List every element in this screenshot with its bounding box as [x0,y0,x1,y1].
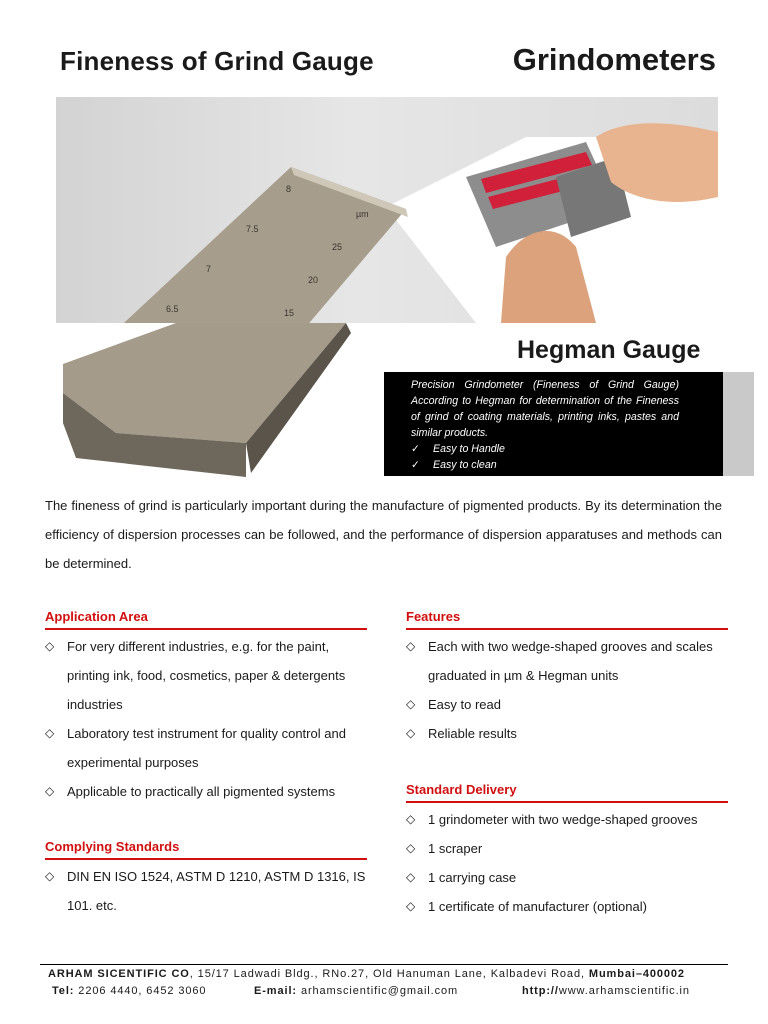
section-title: Standard Delivery [406,782,517,797]
diamond-bullet-icon: ◇ [45,639,55,653]
gauge-scale-label: 7 [206,264,212,274]
check-item: ✓ Easy to Handle [411,443,505,455]
gauge-scale-label: 15 [284,308,295,318]
footer-address: ARHAM SICENTIFIC CO, 15/17 Ladwadi Bldg., RNo.27, Old Hanuman Lane, Kalbadevi Road, Mumbai–400002 [48,968,685,980]
section-title: Application Area [45,609,148,624]
list-item: ◇ Applicable to practically all pigmented systems [45,777,367,806]
gauge-scale-label: 25 [332,242,343,252]
gauge-scale-label: 7.5 [246,224,259,234]
diamond-bullet-icon: ◇ [406,899,416,913]
diamond-bullet-icon: ◇ [406,870,416,884]
document-title: Fineness of Grind Gauge [60,46,374,76]
diamond-bullet-icon: ◇ [45,726,55,740]
gauge-scale-label: 6.5 [166,304,179,314]
checkmark-icon: ✓ [411,443,420,455]
company-name: ARHAM SICENTIFIC CO [48,968,190,980]
diamond-bullet-icon: ◇ [406,639,416,653]
list-item: ◇ Laboratory test instrument for quality control and experimental purposes [45,719,367,777]
document-category: Grindometers [512,42,716,77]
diamond-bullet-icon: ◇ [45,869,55,883]
footer-rule [40,964,728,965]
section-rule [406,801,728,803]
gauge-scale-label: 8 [286,184,292,194]
section-title: Features [406,609,461,624]
product-name: Hegman Gauge [517,336,701,364]
list-item: ◇ 1 grindometer with two wedge-shaped grooves [406,805,728,834]
section-rule [45,628,367,630]
photo-illustration [56,97,718,323]
gauge-scale-label: µm [356,209,369,219]
checkmark-icon: ✓ [411,459,420,471]
email[interactable]: E-mail: arhamscientific@gmail.com [254,985,459,997]
intro-paragraph: The fineness of grind is particularly important during the manufacture of pigmented products. By its determination the efficiency of dispersion processes can be followed, and the performance of dispersion apparatuses and methods can be determined. [45,498,722,571]
list-item: ◇ Each with two wedge-shaped grooves and scales graduated in µm & Hegman units [406,632,728,690]
list-item: ◇ For very different industries, e.g. for the paint, printing ink, food, cosmetics, paper & detergents industries [45,632,367,719]
diamond-bullet-icon: ◇ [406,726,416,740]
diamond-bullet-icon: ◇ [406,841,416,855]
product-info-box [384,372,723,476]
list-item: ◇ 1 scraper [406,834,728,863]
gauge-scale-label: 20 [308,275,319,285]
list-item: ◇ DIN EN ISO 1524, ASTM D 1210, ASTM D 1316, IS 101. etc. [45,862,367,920]
features-section [406,609,728,748]
list-item: ◇ 1 carrying case [406,863,728,892]
phone: Tel: 2206 4440, 6452 3060 [52,985,207,997]
section-rule [45,858,367,860]
delivery-section [406,782,728,921]
product-photo [56,97,718,323]
list-item: ◇ Easy to read [406,690,728,719]
website-link[interactable]: http://www.arhamscientific.in [522,985,690,997]
standards-section [45,839,367,920]
list-item: ◇ Reliable results [406,719,728,748]
diamond-bullet-icon: ◇ [406,697,416,711]
check-item: ✓ Easy to clean [411,459,497,471]
list-item: ◇ 1 certificate of manufacturer (optional) [406,892,728,921]
diamond-bullet-icon: ◇ [406,812,416,826]
section-title: Complying Standards [45,839,180,854]
photo-gauge-extension [56,323,384,477]
diamond-bullet-icon: ◇ [45,784,55,798]
section-rule [406,628,728,630]
product-description: Precision Grindometer (Fineness of Grind Gauge) According to Hegman for determination of the Fineness of grind of coating materials, printing inks, pastes and similar products. [411,379,679,439]
application-section [45,609,367,806]
